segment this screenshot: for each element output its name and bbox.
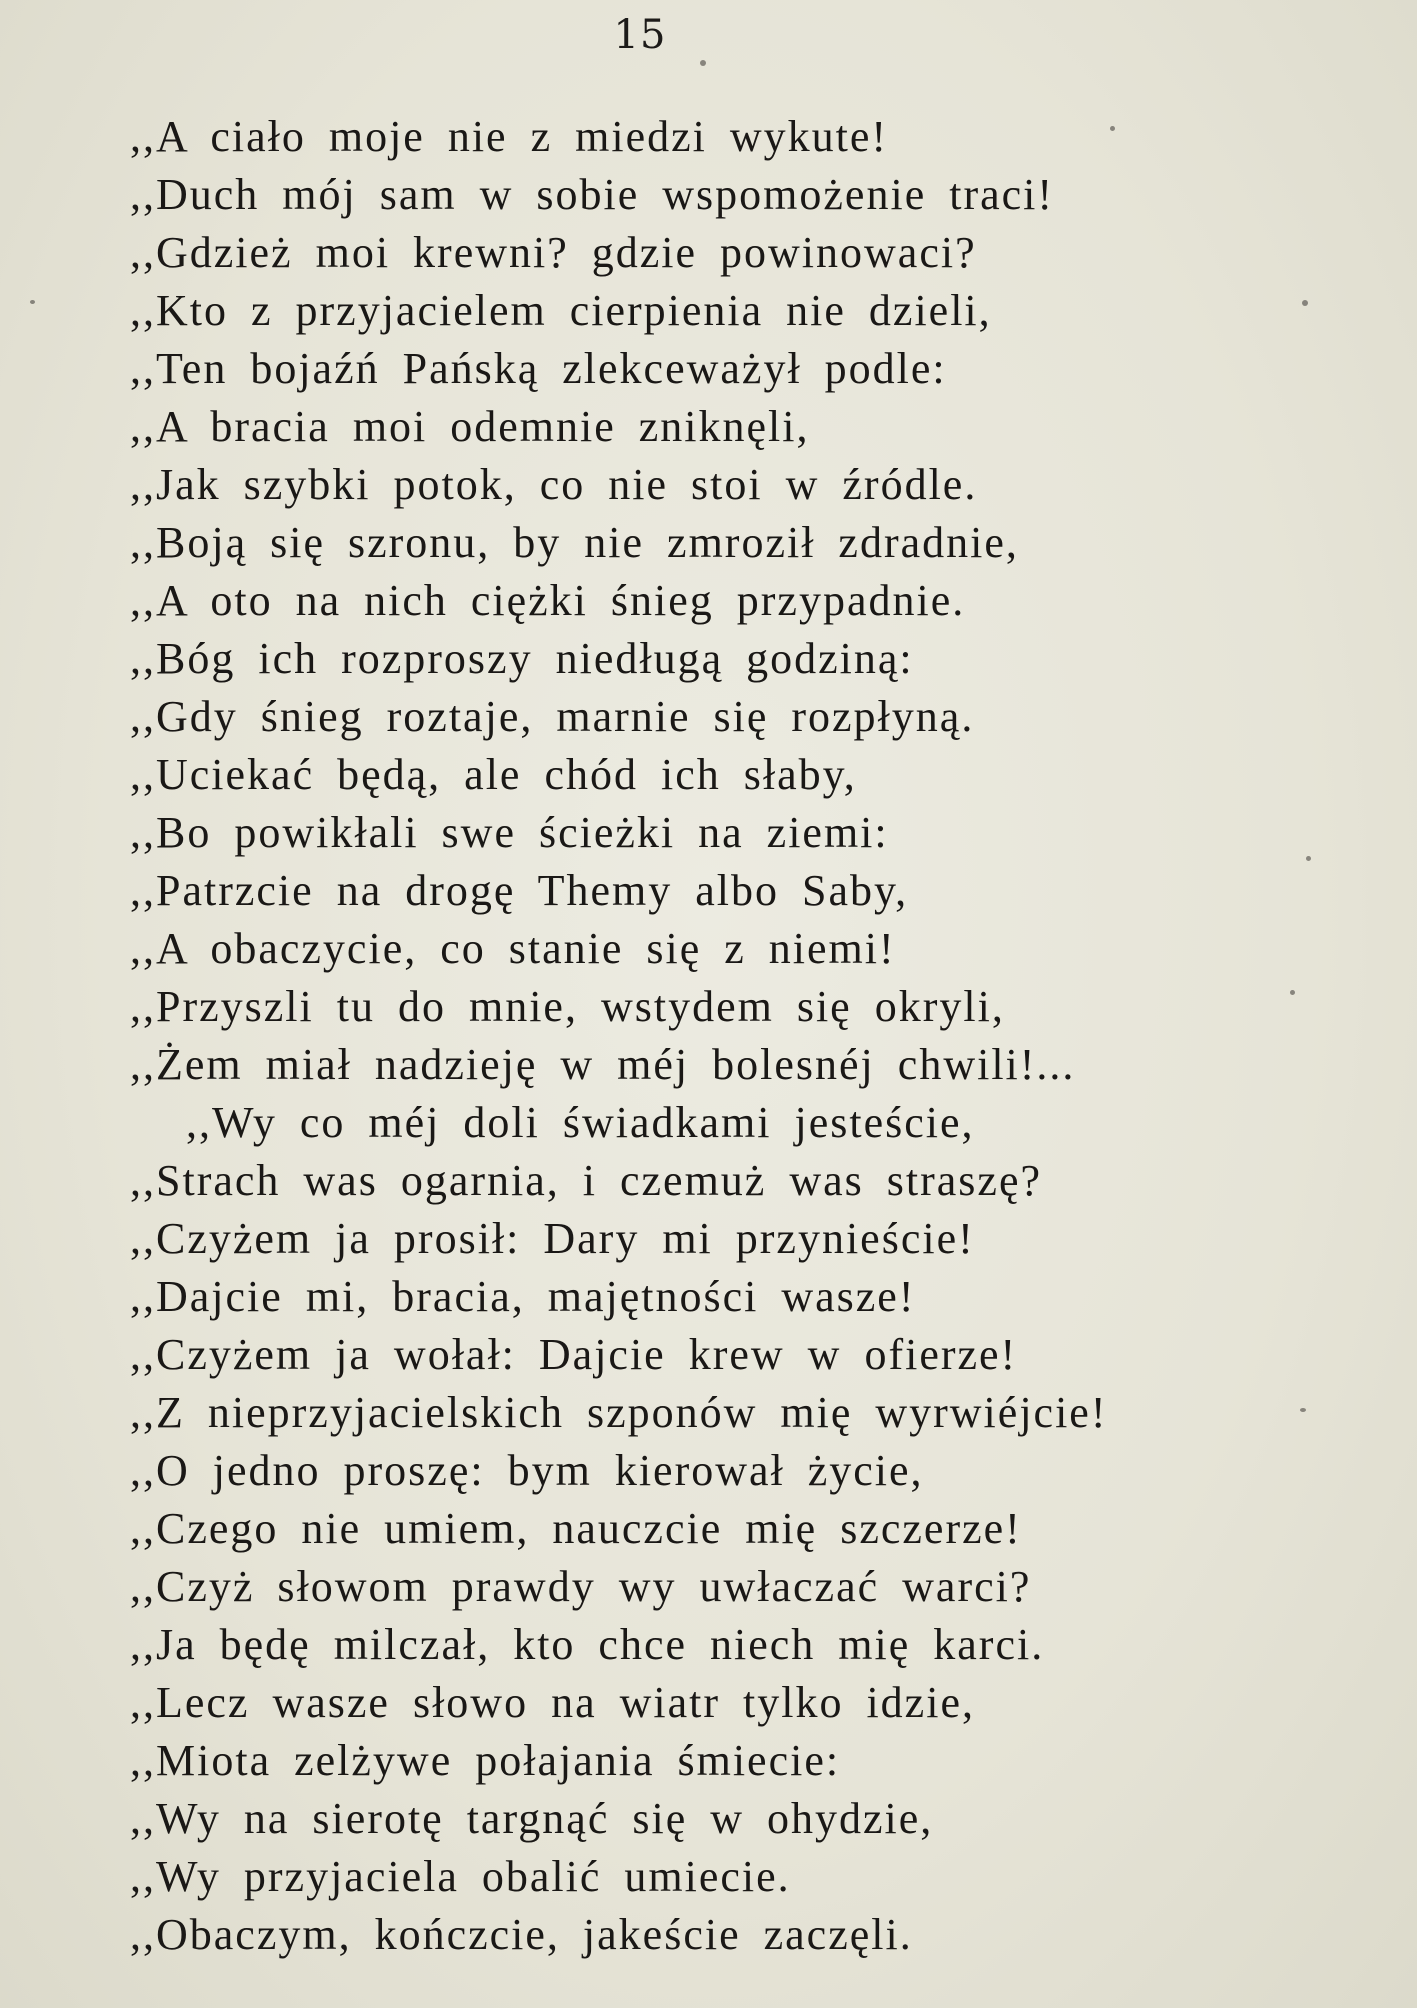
verse-line: ,,A obaczycie, co stanie się z niemi! <box>130 924 896 973</box>
verse-line: ,,Ten bojaźń Pańską zlekceważył podle: <box>130 344 947 393</box>
verse-line: ,,Strach was ogarnia, i czemuż was straszę? <box>130 1156 1043 1205</box>
verse-line: ,,Czyżem ja wołał: Dajcie krew w ofierze! <box>130 1330 1018 1379</box>
verse-line: ,,Boją się szronu, by nie zmroził zdradnie, <box>130 518 1019 567</box>
paper-speck <box>1300 1408 1306 1412</box>
verse-line: ,,Duch mój sam w sobie wspomożenie traci! <box>130 170 1055 219</box>
page-number: 15 <box>613 12 667 58</box>
verse-line: ,,Wy przyjaciela obalić umiecie. <box>130 1852 791 1901</box>
verse-line: ,,Jak szybki potok, co nie stoi w źródle. <box>130 460 978 509</box>
verse-line: ,,A ciało moje nie z miedzi wykute! <box>130 112 889 161</box>
verse-line-indented: ,,Wy co méj doli świadkami jesteście, <box>186 1098 975 1147</box>
verse-line: ,,Z nieprzyjacielskich szponów mię wyrwiéjcie! <box>130 1388 1108 1437</box>
verse-line: ,,Obaczym, kończcie, jakeście zaczęli. <box>130 1910 913 1959</box>
verse-line: ,,Czyżem ja prosił: Dary mi przynieście! <box>130 1214 975 1263</box>
verse-line: ,,Żem miał nadzieję w méj bolesnéj chwili!... <box>130 1040 1076 1089</box>
verse-line: ,,Wy na sierotę targnąć się w ohydzie, <box>130 1794 934 1843</box>
verse-line: ,,A oto na nich ciężki śnieg przypadnie. <box>130 576 966 625</box>
paper-speck <box>1290 990 1295 995</box>
paper-speck <box>30 300 35 304</box>
paper-speck <box>700 60 706 66</box>
verse-line: ,,Ja będę milczał, kto chce niech mię karci. <box>130 1620 1045 1669</box>
verse-line: ,,A bracia moi odemnie zniknęli, <box>130 402 810 451</box>
paper-speck <box>1302 300 1308 306</box>
verse-line: ,,Czego nie umiem, nauczcie mię szczerze! <box>130 1504 1022 1553</box>
verse-line: ,,Gdy śnieg roztaje, marnie się rozpłyną. <box>130 692 975 741</box>
paper-speck <box>1110 126 1115 131</box>
verse-line: ,,Patrzcie na drogę Themy albo Saby, <box>130 866 909 915</box>
verse-line: ,,Miota zelżywe połajania śmiecie: <box>130 1736 841 1785</box>
verse-line: ,,Uciekać będą, ale chód ich słaby, <box>130 750 857 799</box>
verse-line: ,,Czyż słowom prawdy wy uwłaczać warci? <box>130 1562 1032 1611</box>
verse-line: ,,Kto z przyjacielem cierpienia nie dzieli, <box>130 286 992 335</box>
verse-line: ,,Przyszli tu do mnie, wstydem się okryli, <box>130 982 1005 1031</box>
verse-line: ,,Bóg ich rozproszy niedługą godziną: <box>130 634 914 683</box>
verse-line: ,,Lecz wasze słowo na wiatr tylko idzie, <box>130 1678 975 1727</box>
verse-line: ,,Bo powikłali swe ścieżki na ziemi: <box>130 808 889 857</box>
verse-line: ,,Dajcie mi, bracia, majętności wasze! <box>130 1272 916 1321</box>
verse-line: ,,Gdzież moi krewni? gdzie powinowaci? <box>130 228 977 277</box>
verse-line: ,,O jedno proszę: bym kierował życie, <box>130 1446 924 1495</box>
paper-speck <box>1306 856 1311 861</box>
